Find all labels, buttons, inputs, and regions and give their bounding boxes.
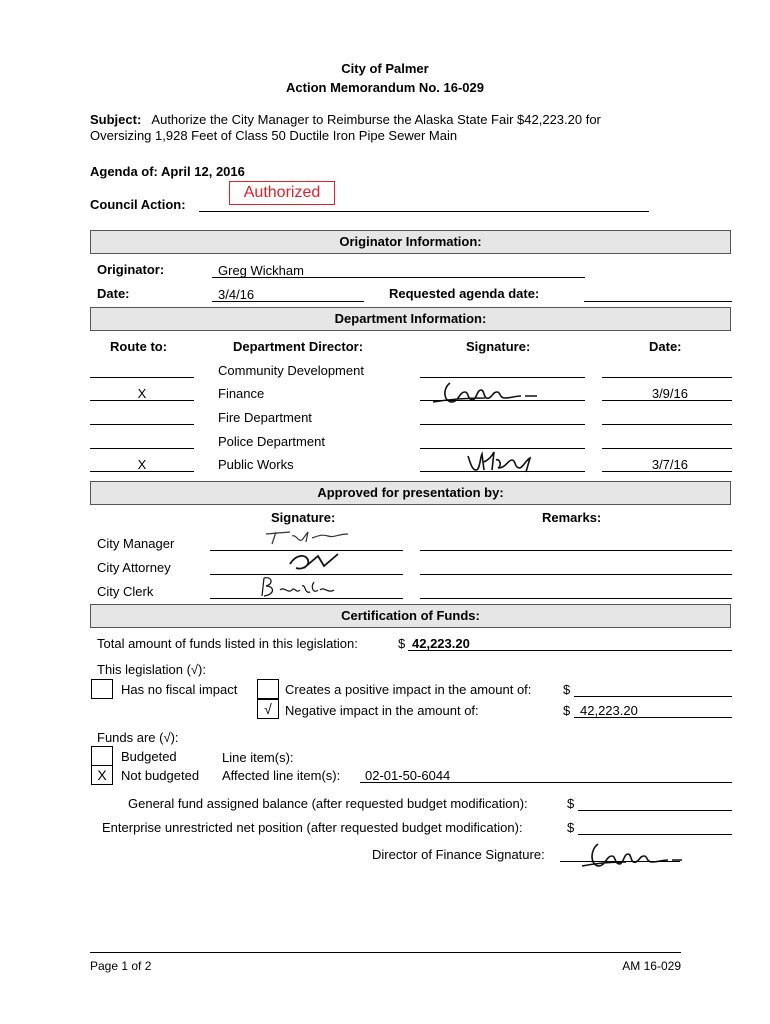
- total-amount-line: [408, 650, 732, 651]
- org-title: City of Palmer: [341, 61, 429, 76]
- budgeted-label: Budgeted: [121, 749, 177, 764]
- positive-impact-line: [574, 696, 732, 697]
- positive-impact-currency: $: [563, 682, 571, 697]
- dept-signature-line: [420, 471, 585, 472]
- dept-date: 3/7/16: [651, 457, 688, 472]
- enterprise-line: [578, 834, 732, 835]
- department-band: Department Information:: [90, 307, 731, 331]
- general-fund-line: [578, 810, 732, 811]
- footer-rule: [90, 952, 681, 953]
- requested-date-label: Requested agenda date:: [389, 286, 540, 301]
- total-amount-value: 42,223.20: [412, 636, 470, 651]
- dept-date-line: [602, 471, 732, 472]
- negative-impact-currency: $: [563, 703, 571, 718]
- approver-label: City Clerk: [97, 584, 154, 599]
- city-attorney-signature: [286, 550, 342, 572]
- general-fund-label: General fund assigned balance (after requested budget modification):: [128, 796, 528, 811]
- dept-route-line: [90, 400, 194, 401]
- dept-route-mark: X: [137, 457, 147, 472]
- council-action-line: [199, 211, 649, 212]
- line-items-label: Line item(s):: [222, 750, 294, 765]
- not-budgeted-checkbox[interactable]: X: [91, 765, 113, 785]
- city-clerk-signature: [258, 574, 348, 598]
- negative-impact-value: 42,223.20: [580, 703, 638, 718]
- dept-route-line: [90, 448, 194, 449]
- dept-name: Public Works: [218, 457, 294, 472]
- positive-impact-checkbox[interactable]: [257, 679, 279, 699]
- finance-director-signature: [425, 378, 545, 408]
- total-amount-currency: $: [398, 636, 406, 651]
- dept-name: Fire Department: [218, 410, 312, 425]
- subject-line-2: Oversizing 1,928 Feet of Class 50 Ductile Iron Pipe Sewer Main: [90, 128, 458, 143]
- date-line: [212, 301, 364, 302]
- memo-number: Action Memorandum No. 16-029: [286, 80, 484, 95]
- dept-date-line: [602, 400, 732, 401]
- date-value: 3/4/16: [218, 287, 255, 302]
- general-fund-currency: $: [567, 796, 575, 811]
- dept-signature-line: [420, 400, 585, 401]
- director-header: Department Director:: [233, 339, 364, 354]
- dept-name: Police Department: [218, 434, 325, 449]
- affected-line-items-label: Affected line item(s):: [222, 768, 341, 783]
- originator-label: Originator:: [97, 262, 165, 277]
- dept-date-line: [602, 448, 732, 449]
- footer-doc-id: AM 16-029: [622, 959, 681, 973]
- not-budgeted-label: Not budgeted: [121, 768, 200, 783]
- remarks-header: Remarks:: [542, 510, 602, 525]
- agenda-label: Agenda of:: [90, 164, 158, 179]
- director-finance-signature-label: Director of Finance Signature:: [372, 847, 545, 862]
- total-amount-label: Total amount of funds listed in this legislation:: [97, 636, 358, 651]
- dept-date-line: [602, 424, 732, 425]
- subject-line-1: [90, 112, 601, 127]
- subject-text-1: Authorize the City Manager to Reimburse the Alaska State Fair $42,223.20 for: [151, 112, 601, 127]
- dept-date-line: [602, 377, 732, 378]
- dept-route-line: [90, 424, 194, 425]
- originator-line: [212, 277, 585, 278]
- legislation-label: This legislation (√):: [97, 662, 207, 677]
- negative-impact-checkbox[interactable]: √: [257, 699, 279, 719]
- director-finance-signature: [576, 838, 686, 870]
- approver-label: City Manager: [97, 536, 175, 551]
- budgeted-checkbox[interactable]: [91, 746, 113, 766]
- approver-remarks-line: [420, 598, 732, 599]
- signature-header: Signature:: [466, 339, 531, 354]
- no-fiscal-impact-checkbox[interactable]: [91, 679, 113, 699]
- funds-band: Certification of Funds:: [90, 604, 731, 628]
- approver-label: City Attorney: [97, 560, 171, 575]
- negative-impact-line: [574, 717, 732, 718]
- date-label: Date:: [97, 286, 130, 301]
- subject-label: Subject:: [90, 112, 142, 127]
- dept-name: Community Development: [218, 363, 364, 378]
- dept-route-line: [90, 471, 194, 472]
- enterprise-label: Enterprise unrestricted net position (after requested budget modification):: [102, 820, 523, 835]
- director-finance-signature-line: [560, 861, 680, 862]
- approver-remarks-line: [420, 574, 732, 575]
- requested-date-line: [584, 301, 732, 302]
- approval-signature-header: Signature:: [271, 510, 336, 525]
- dept-name: Finance: [218, 386, 265, 401]
- dept-route-line: [90, 377, 194, 378]
- route-header: Route to:: [110, 339, 168, 354]
- no-fiscal-impact-label: Has no fiscal impact: [121, 682, 238, 697]
- affected-line-items-line: [360, 782, 732, 783]
- approval-band: Approved for presentation by:: [90, 481, 731, 505]
- approver-signature-line: [210, 598, 403, 599]
- city-manager-signature: [262, 528, 352, 548]
- council-action-label: Council Action:: [90, 197, 186, 212]
- agenda-value: April 12, 2016: [161, 164, 245, 179]
- affected-line-items-value: 02-01-50-6044: [365, 768, 451, 783]
- authorized-stamp: Authorized: [229, 181, 335, 205]
- dept-date: 3/9/16: [651, 386, 688, 401]
- positive-impact-label: Creates a positive impact in the amount of:: [285, 682, 532, 697]
- originator-value: Greg Wickham: [218, 263, 304, 278]
- negative-impact-label: Negative impact in the amount of:: [285, 703, 479, 718]
- agenda-line: [90, 164, 245, 179]
- date-header: Date:: [649, 339, 682, 354]
- dept-route-mark: X: [137, 386, 147, 401]
- dept-signature-line: [420, 424, 585, 425]
- originator-band: Originator Information:: [90, 230, 731, 254]
- approver-remarks-line: [420, 550, 732, 551]
- funds-are-label: Funds are (√):: [97, 730, 179, 745]
- enterprise-currency: $: [567, 820, 575, 835]
- page-number: Page 1 of 2: [90, 959, 152, 973]
